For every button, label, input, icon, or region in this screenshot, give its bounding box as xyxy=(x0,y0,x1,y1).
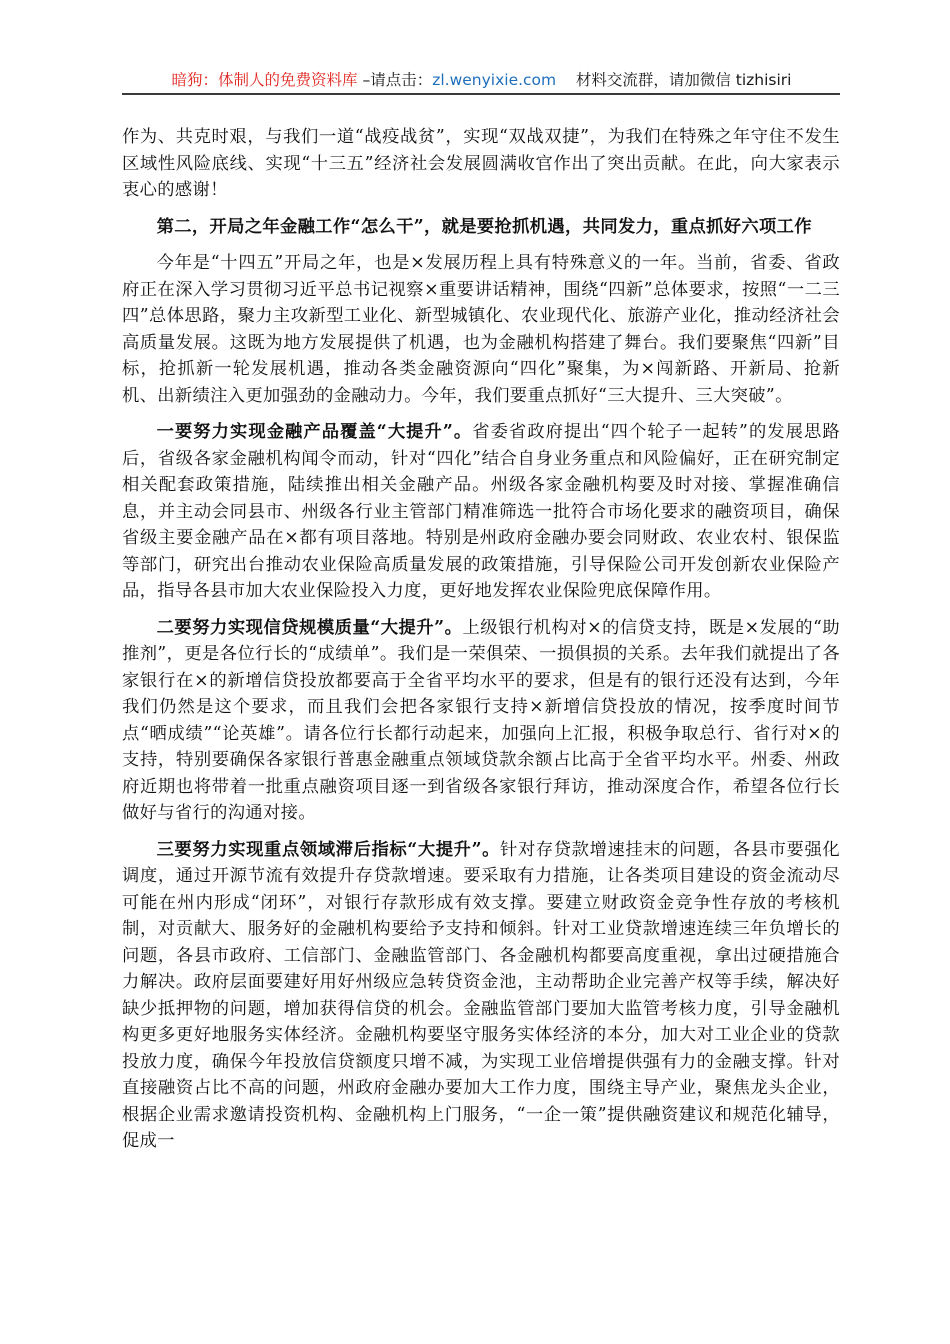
paragraph-task-1 xyxy=(122,419,840,605)
task-1-text: 省委省政府提出“四个轮子一起转”的发展思路后，省级各家金融机构闻令而动，针对“四化”结合自身业务重点和风险偏好，正在研究制定相关配套政策措施，陆续推出相关金融产品。州级各家金融机构要及时对接、掌握准确信息，并主动会同县市、州级各行业主管部门精准筛选一批符合市场化要求的融资项目，确保省级主要金融产品在×都有项目落地。特别是州政府金融办要会同财政、农业农村、银保监等部门，研究出台推动农业保险高质量发展的政策措施，引导保险公司开发创新农业保险产品，指导各县市加大农业保险投入力度，更好地发挥农业保险兜底保障作用。 xyxy=(122,422,840,601)
paragraph-continuation: 作为、共克时艰，与我们一道“战疫战贫”，实现“双战双捷”，为我们在特殊之年守住不发生区域性风险底线、实现“十三五”经济社会发展圆满收官作出了突出贡献。在此，向大家表示衷心的感谢！ xyxy=(122,127,840,200)
paragraph-task-2 xyxy=(122,615,840,827)
task-2-text: 上级银行机构对×的信贷支持，既是×发展的“助推剂”，更是各位行长的“成绩单”。我们是一荣俱荣、一损俱损的关系。去年我们就提出了各家银行在×的新增信贷投放都要高于全省平均水平的要求，但是有的银行还没有达到，今年我们仍然是这个要求，而且我们会把各家银行支持×新增信贷投放的情况，按季度时间节点“晒成绩”“论英雄”。请各位行长都行动起来，加强向上汇报，积极争取总行、省行对×的支持，特别要确保各家银行普惠金融重点领域贷款余额占比高于全省平均水平。州委、州政府近期也将带着一批重点融资项目逐一到省级各家银行拜访，推动深度合作，希望各位行长做好与省行的沟通对接。 xyxy=(122,617,840,823)
task-3-lead: 三要努力实现重点领域滞后指标“大提升”。 xyxy=(156,839,501,860)
section-heading: 第二，开局之年金融工作“怎么干”，就是要抢抓机遇，共同发力，重点抓好六项工作 xyxy=(156,216,812,237)
header-link[interactable]: zl.wenyixie.com xyxy=(432,71,557,89)
task-3-text: 针对存贷款增速挂末的问题，各县市要强化调度，通过开源节流有效提升存贷款增速。要采取有力措施，让各类项目建设的资金流动尽可能在州内形成“闭环”，对银行存款形成有效支撑。要建立财政资金竞争性存放的考核机制，对贡献大、服务好的金融机构要给予支持和倾斜。针对工业贷款增速连续三年负增长的问题，各县市政府、工信部门、金融监管部门、各金融机构都要高度重视，拿出过硬措施合力解决。政府层面要建好用好州级应急转贷资金池，主动帮助企业完善产权等手续，解决好缺少抵押物的问题，增加获得信贷的机会。金融监管部门要加大监管考核力度，引导金融机构更多更好地服务实体经济。金融机构要坚守服务实体经济的本分，加大对工业企业的贷款投放力度，确保今年投放信贷额度只增不减，为实现工业倍增提供强有力的金融支撑。针对直接融资占比不高的问题，州政府金融办要加大工作力度，围绕主导产业，聚焦龙头企业，根据企业需求邀请投资机构、金融机构上门服务，“一企一策”提供融资建议和规范化辅导，促成一 xyxy=(122,839,840,1151)
page-header xyxy=(123,68,840,92)
paragraph-overview: 今年是“十四五”开局之年，也是×发展历程上具有特殊意义的一年。当前，省委、省政府正在深入学习贯彻习近平总书记视察×重要讲话精神，围绕“四新”总体要求，按照“一二三四”总体思路，聚力主攻新型工业化、新型城镇化、农业现代化、旅游产业化，推动经济社会高质量发展。这既为地方发展提供了机遇，也为金融机构搭建了舞台。我们要聚焦“四新”目标，抢抓新一轮发展机遇，推动各类金融资源向“四化”聚集，为×闯新路、开新局、抢新机、出新绩注入更加强劲的金融动力。今年，我们要重点抓好“三大提升、三大突破”。 xyxy=(122,253,840,406)
header-contact: 材料交流群，请加微信 tizhisiri xyxy=(556,71,792,89)
task-1-lead: 一要努力实现金融产品覆盖“大提升”。 xyxy=(156,422,473,442)
paragraph-task-3 xyxy=(122,837,840,1155)
header-click-prefix: –请点击： xyxy=(357,71,433,89)
task-2-lead: 二要努力实现信贷规模质量“大提升”。 xyxy=(156,617,463,638)
header-brand: 暗狗：体制人的免费资料库 xyxy=(171,71,358,89)
document-body xyxy=(122,124,840,1165)
header-divider xyxy=(122,93,840,95)
